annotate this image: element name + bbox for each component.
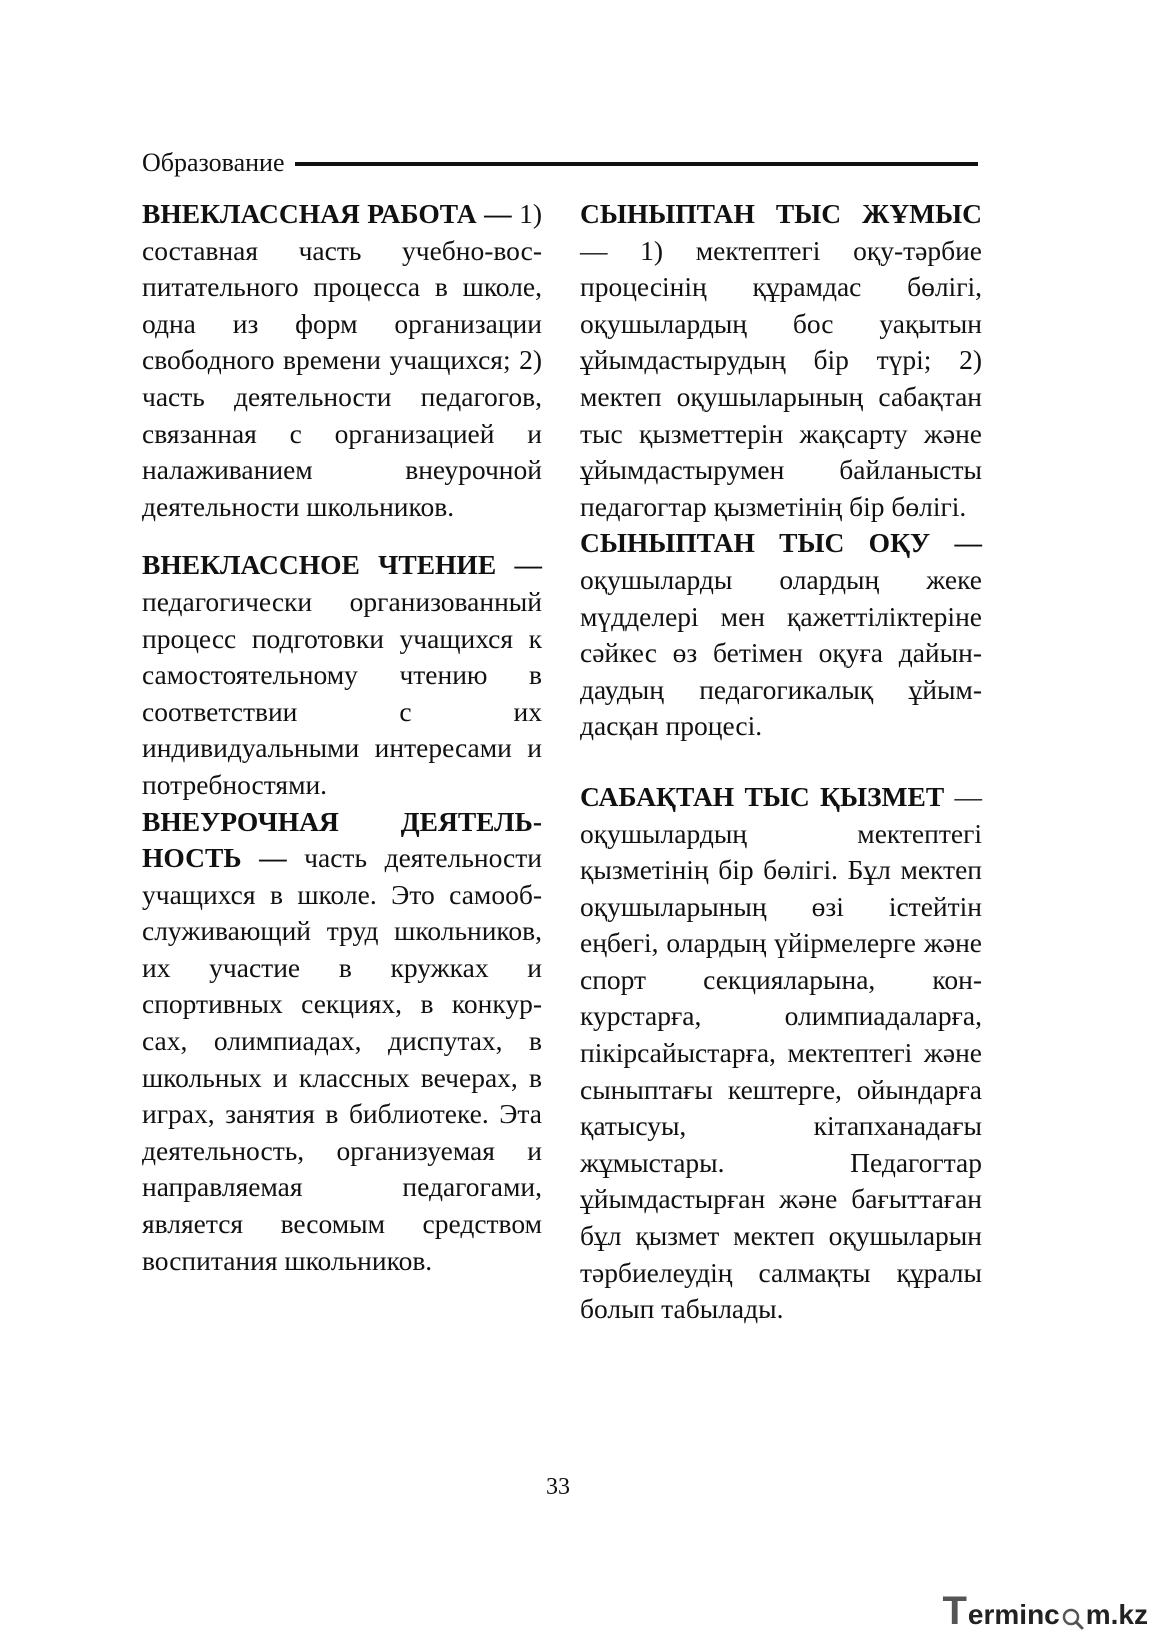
entry-definition: 1) составная часть учебно-воспитательного процесса в школе, одна из форм организации свободного времени учащихся; 2) часть деятельности педагогов, связанная с организацией и налаживанием внеурочной деятельности школьников.	[142, 198, 542, 522]
entry-extracurricular-work	[142, 196, 542, 525]
entry-term: СЫНЫПТАН ТЫС ОҚУ —	[580, 527, 982, 559]
left-column	[142, 196, 542, 1279]
entry-definition: — 1) мектептегі оқу-тәрбие процесінің құрамдас бөлігі, оқушылардың бос уақытын ұйымдастырудың бір түрі; 2) мектеп оқушыларының сабақтан тыс қызметтерін жақсарту және ұйымдастырумен байланысты педагогтар қызметінің бір бөлігі.	[580, 234, 982, 522]
entry-term: СЫНЫПТАН ТЫС ЖҰМЫС	[580, 198, 982, 229]
magnifier-icon	[1062, 1608, 1084, 1630]
entry-kz-extracurricular-work	[580, 196, 982, 525]
logo-text-part1: erminc	[967, 1599, 1060, 1630]
right-column	[580, 196, 982, 1328]
section-title: Образование	[142, 148, 285, 177]
termincom-logo[interactable]	[942, 1591, 1148, 1631]
entry-definition: — оқушылардың мектептегі қызметінің бір бөлігі. Бұл мектеп оқушыларының өзі істейтін еңбегі, олардың үйірмелерге және спорт секцияларына, конкурстарға, олимпиадаларға, пікірсайыстарға, мектептегі және сыныптағы кештерге, ойындарға қатысуы, кітапханадағы жұмыстары. Педагогтар ұйымдастырған және бағыттаған бұл қызмет мектеп оқушыларын тәрбиелеудің салмақты құралы болып табылады.	[580, 780, 983, 1325]
running-header	[142, 143, 978, 183]
entry-term: ВНЕКЛАССНАЯ РАБОТА —	[142, 198, 512, 229]
entry-term: ВНЕУРОЧНАЯ ДЕЯТЕЛЬНОСТЬ —	[142, 805, 542, 874]
entry-term: ВНЕКЛАССНОЕ ЧТЕНИЕ —	[142, 549, 542, 581]
entry-kz-extracurricular-reading	[580, 525, 982, 745]
logo-letter-t: T	[942, 1589, 967, 1633]
entry-definition: часть деятельности учащихся в школе. Это самообслуживающий труд школьников, их участие в кружках и спортивных секциях, в конкурсах, олимпиадах, диспутах, в школьных и классных вечерах, в играх, занятия в библиотеке. Эта деятельность, организуемая и направляемая педагогами, является весомым средством воспитания школьников.	[142, 842, 542, 1276]
page-number: 33	[546, 1474, 570, 1500]
header-rule	[295, 162, 978, 166]
entry-definition: педагогически организованный процесс подготовки учащихся к самостоятельному чтению в соответствии с их индивидуальными интересами и потребностями.	[142, 585, 542, 800]
entry-definition: оқушыларды олардың жеке мүдделері мен қажеттіліктеріне сәйкес өз бетімен оқуға дайындаудың педагогикалық ұйымдасқан процесі.	[580, 563, 982, 742]
entry-kz-after-class-activity	[580, 779, 982, 1328]
entry-after-class-activity	[142, 804, 542, 1280]
entry-extracurricular-reading	[142, 547, 542, 803]
logo-text-part2: m.kz	[1085, 1599, 1148, 1630]
entry-term: САБАҚТАН ТЫС ҚЫЗМЕТ	[580, 780, 945, 812]
